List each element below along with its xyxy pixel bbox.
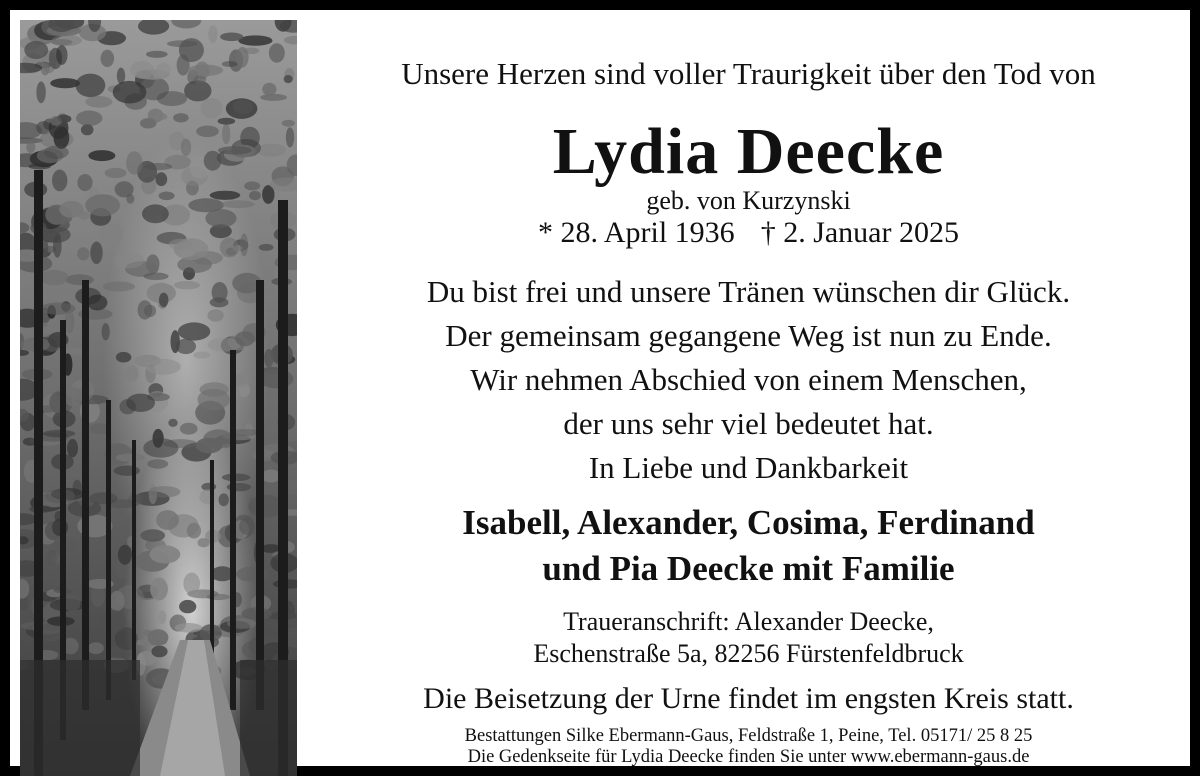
death-date: † 2. Januar 2025 <box>760 216 959 249</box>
poem-line: Der gemeinsam gegangene Weg ist nun zu Ende. <box>445 318 1052 353</box>
poem-line: Wir nehmen Abschied von einem Menschen, <box>470 362 1027 397</box>
poem-line: Du bist frei und unsere Tränen wünschen dir Glück. <box>426 274 1071 309</box>
family-line: Isabell, Alexander, Cosima, Ferdinand <box>462 503 1035 542</box>
birth-date: * 28. April 1936 <box>538 216 735 249</box>
life-dates <box>297 216 1200 250</box>
address-line: Eschenstraße 5a, 82256 Fürstenfeldbruck <box>533 639 964 668</box>
family-names <box>297 500 1200 592</box>
family-line: und Pia Deecke mit Familie <box>542 549 955 588</box>
maiden-name: geb. von Kurzynski <box>646 186 851 215</box>
forest-path-photo <box>20 20 297 776</box>
forest-path-image <box>20 20 297 776</box>
deceased-name: Lydia Deecke <box>552 115 945 188</box>
mourning-address <box>297 606 1200 670</box>
footer-line: Die Gedenkseite für Lydia Deecke finden Sie unter www.ebermann-gaus.de <box>467 747 1030 767</box>
address-line: Traueranschrift: Alexander Deecke, <box>563 607 934 636</box>
footer-line: Bestattungen Silke Ebermann-Gaus, Feldstraße 1, Peine, Tel. 05171/ 25 8 25 <box>464 726 1033 746</box>
funeral-home-footer <box>297 726 1200 768</box>
poem <box>297 270 1200 446</box>
intro-text: Unsere Herzen sind voller Traurigkeit über den Tod von <box>401 56 1096 91</box>
thanks-text: In Liebe und Dankbarkeit <box>588 450 909 485</box>
burial-note: Die Beisetzung der Urne findet im engsten Kreis statt. <box>423 682 1074 715</box>
notice-text-panel <box>297 20 1200 776</box>
poem-line: der uns sehr viel bedeutet hat. <box>563 406 934 441</box>
